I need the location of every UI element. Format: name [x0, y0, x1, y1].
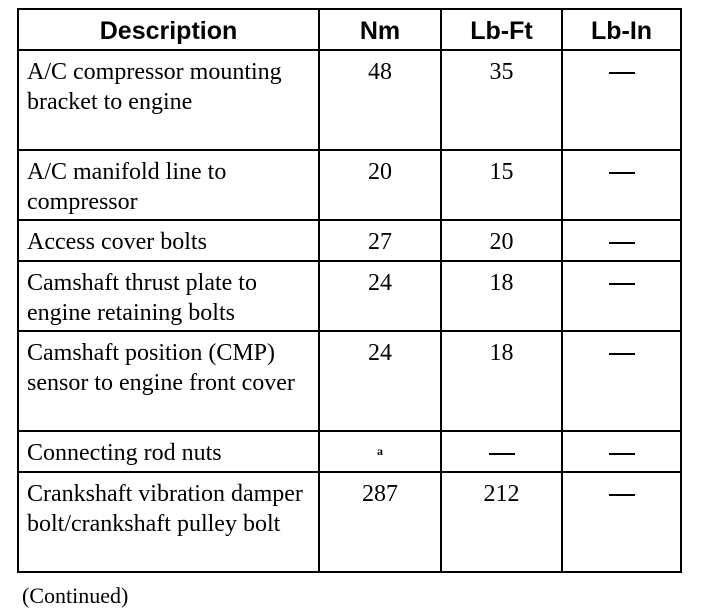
cell-lb-in [562, 150, 681, 220]
cell-lb-ft: 15 [441, 150, 562, 220]
cell-description: Camshaft position (CMP) sensor to engine front cover [18, 331, 319, 431]
dash-mark [489, 453, 515, 455]
cell-nm: 287 [319, 472, 441, 572]
cell-description: Access cover bolts [18, 220, 319, 261]
table-row [18, 431, 681, 472]
dash-mark [609, 172, 635, 174]
cell-description: Camshaft thrust plate to engine retaining bolts [18, 261, 319, 331]
cell-description: A/C compressor mounting bracket to engine [18, 50, 319, 150]
continued-note: (Continued) [22, 583, 129, 608]
cell-description: Connecting rod nuts [18, 431, 319, 472]
dash-mark [609, 353, 635, 355]
cell-lb-ft: 20 [441, 220, 562, 261]
cell-lb-ft: 35 [441, 50, 562, 150]
cell-lb-in [562, 220, 681, 261]
cell-nm: 48 [319, 50, 441, 150]
table-row [18, 331, 681, 431]
cell-lb-ft: 18 [441, 261, 562, 331]
torque-spec-table-wrapper [17, 8, 682, 573]
header-lb-ft: Lb-Ft [441, 9, 562, 50]
torque-spec-table [17, 8, 682, 573]
cell-lb-ft: 18 [441, 331, 562, 431]
header-lb-in: Lb-In [562, 9, 681, 50]
table-row [18, 50, 681, 150]
cell-description: Crankshaft vibration damper bolt/crankshaft pulley bolt [18, 472, 319, 572]
cell-nm-footnote-ref: a [319, 431, 441, 472]
cell-description: A/C manifold line to compressor [18, 150, 319, 220]
cell-nm: 24 [319, 331, 441, 431]
cell-lb-in [562, 431, 681, 472]
dash-mark [609, 453, 635, 455]
cell-lb-in [562, 472, 681, 572]
dash-mark [609, 283, 635, 285]
cell-lb-ft: 212 [441, 472, 562, 572]
cell-lb-in [562, 50, 681, 150]
cell-nm: 20 [319, 150, 441, 220]
table-row [18, 261, 681, 331]
dash-mark [609, 494, 635, 496]
dash-mark [609, 72, 635, 74]
header-row [18, 9, 681, 50]
cell-lb-in [562, 261, 681, 331]
cell-nm: 27 [319, 220, 441, 261]
table-row [18, 472, 681, 572]
cell-lb-in [562, 331, 681, 431]
table-row [18, 220, 681, 261]
dash-mark [609, 242, 635, 244]
cell-lb-ft [441, 431, 562, 472]
header-nm: Nm [319, 9, 441, 50]
cell-nm: 24 [319, 261, 441, 331]
header-description: Description [18, 9, 319, 50]
table-row [18, 150, 681, 220]
